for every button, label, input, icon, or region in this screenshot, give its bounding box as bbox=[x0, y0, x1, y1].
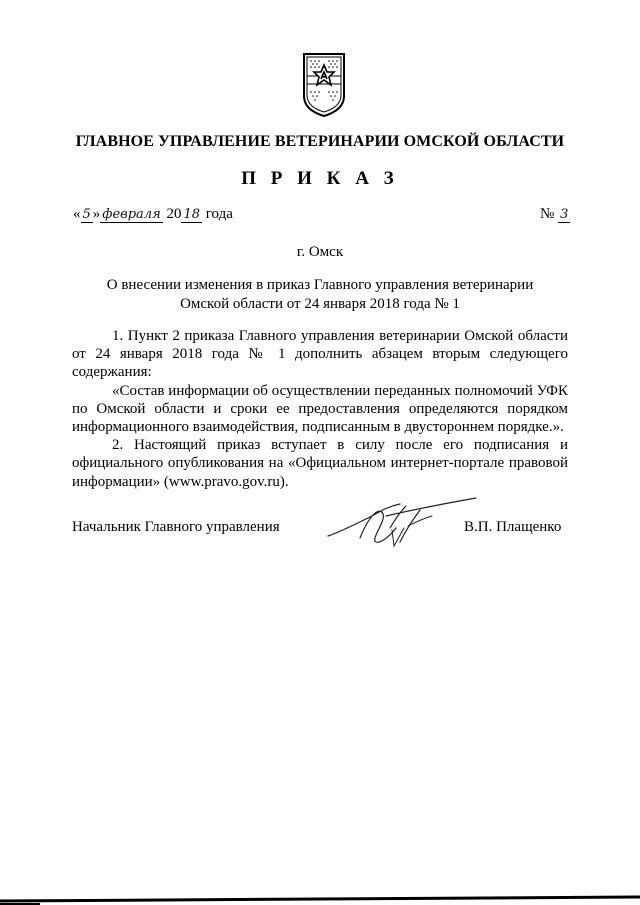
document-type: П Р И К А З bbox=[241, 168, 399, 189]
date-suffix: года bbox=[205, 206, 233, 222]
signature-icon bbox=[320, 488, 480, 558]
date-day: 5 bbox=[82, 207, 91, 222]
date-year-prefix: 20 bbox=[166, 206, 182, 222]
date-year-suffix: 18 bbox=[183, 207, 200, 222]
paragraph-quote: «Состав информации об осуществлении переданных полномочий УФК по Омской области и сроки ее предоставления определяются порядком информационного взаимодействия, подписанным в двустороннем порядке.». bbox=[72, 382, 568, 436]
number-value: 3 bbox=[560, 207, 569, 222]
date-close-quote: » bbox=[92, 206, 101, 222]
paragraph-1: 1. Пункт 2 приказа Главного управления ветеринарии Омской области от 24 января 2018 года № 1 дополнить абзацем вторым следующего содержания: bbox=[72, 328, 568, 381]
city: г. Омск bbox=[296, 244, 344, 260]
scan-edge-divider bbox=[0, 893, 640, 905]
date-open-quote: « bbox=[73, 206, 81, 222]
signatory-role: Начальник Главного управления bbox=[72, 519, 280, 535]
signatory-name: В.П. Плащенко bbox=[464, 519, 562, 535]
order-subject bbox=[80, 276, 560, 314]
coat-of-arms-icon bbox=[302, 52, 346, 118]
order-number bbox=[540, 206, 570, 223]
number-label: № bbox=[540, 206, 555, 222]
paragraph-2: 2. Настоящий приказ вступает в силу после его подписания и официального опубликования на «Официальном интернет-портале правовой информации» (www.pravo.gov.ru). bbox=[72, 437, 568, 490]
organization-title: ГЛАВНОЕ УПРАВЛЕНИЕ ВЕТЕРИНАРИИ ОМСКОЙ ОБЛАСТИ bbox=[75, 133, 565, 150]
date-month: февраля bbox=[102, 207, 161, 222]
subject-line-1: О внесении изменения в приказ Главного управления ветеринарии bbox=[106, 277, 534, 293]
order-date bbox=[73, 206, 233, 223]
subject-line-2: Омской области от 24 января 2018 года № 1 bbox=[180, 296, 460, 312]
order-body bbox=[72, 327, 568, 491]
